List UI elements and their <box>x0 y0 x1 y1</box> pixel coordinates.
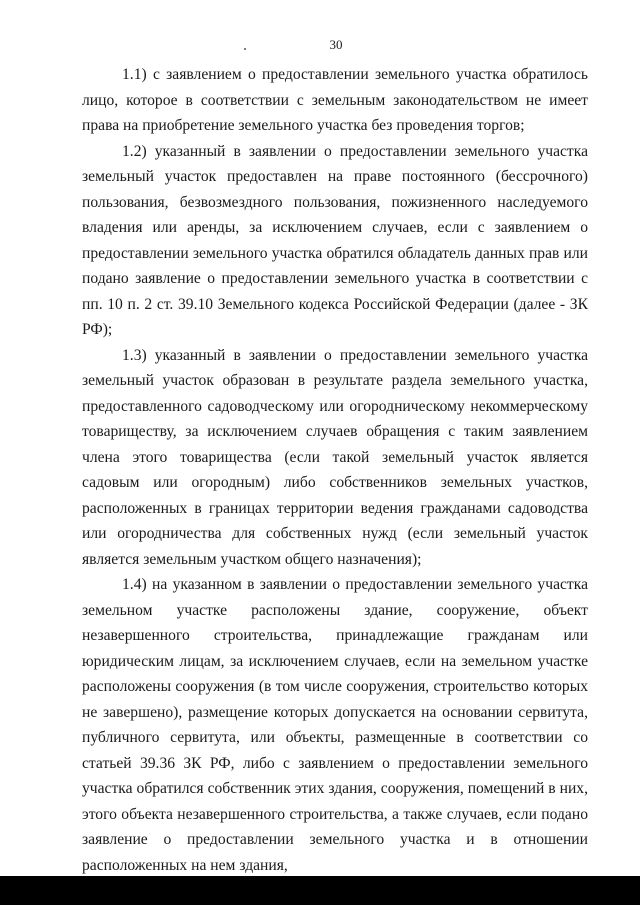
paragraph-1-2: 1.2) указанный в заявлении о предоставлении земельного участка земельный участок предоставлен на праве постоянного (бессрочного) пользования, безвозмездного пользования, пожизненного наследуемого владения или аренды, за исключением случаев, если с заявлением о предоставлении земельного участка обратился обладатель данных прав или подано заявление о предоставлении земельного участка в соответствии с пп. 10 п. 2 ст. 39.10 Земельного кодекса Российской Федерации (далее - ЗК РФ); <box>82 142 588 338</box>
scan-speck <box>244 48 246 50</box>
document-body <box>82 62 588 878</box>
paragraph-1-4: 1.4) на указанном в заявлении о предоставлении земельного участка земельном участке расположены здание, сооружение, объект незавершенного строительства, принадлежащие гражданам или юридическим лицам, за исключением случаев, если на земельном участке расположены сооружения (в том числе сооружения, строительство которых не завершено), размещение которых допускается на основании сервитута, публичного сервитута, или объекты, размещенные в соответствии со статьей 39.36 ЗК РФ, либо с заявлением о предоставлении земельного участка обратился собственник этих здания, сооружения, помещений в них, этого объекта незавершенного строительства, а также случаев, если подано заявление о предоставлении земельного участка и в отношении расположенных на нем здания, <box>82 576 588 874</box>
paragraph-1-1: 1.1) с заявлением о предоставлении земельного участка обратилось лицо, которое в соответствии с земельным законодательством не имеет права на приобретение земельного участка без проведения торгов; <box>82 66 588 134</box>
paragraph-1-3: 1.3) указанный в заявлении о предоставлении земельного участка земельный участок образован в результате раздела земельного участка, предоставленного садоводческому или огородническому некоммерческому товариществу, за исключением случаев обращения с таким заявлением члена этого товарищества (если такой земельный участок является садовым или огородным) либо собственников земельных участков, расположенных в границах территории ведения гражданами садоводства или огородничества для собственных нужд (если земельный участок является земельным участком общего назначения); <box>82 346 588 568</box>
page-number: 30 <box>329 37 343 52</box>
scan-bottom-bar <box>0 876 640 905</box>
